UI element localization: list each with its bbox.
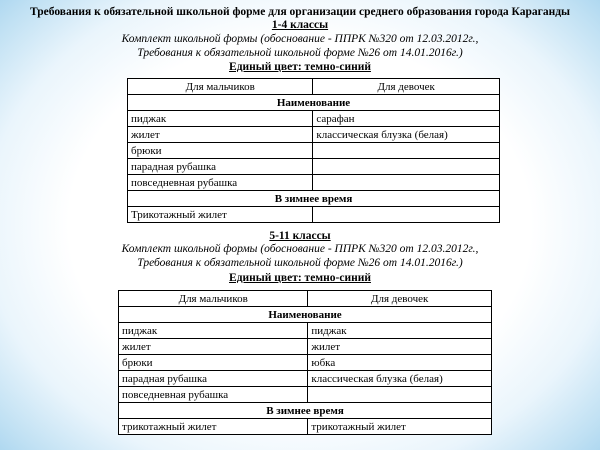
girls-item xyxy=(313,143,500,159)
girls-item xyxy=(313,207,500,223)
table-row xyxy=(119,355,492,371)
basis-note-line1: Комплект школьной формы (обоснование - ППРК №320 от 12.03.2012г., xyxy=(121,33,479,45)
name-header: Наименование xyxy=(119,307,492,323)
section-row-name xyxy=(128,95,500,111)
girls-item: трикотажный жилет xyxy=(308,419,492,435)
table-row xyxy=(128,175,500,191)
section-row-winter xyxy=(119,403,492,419)
boys-item: парадная рубашка xyxy=(119,371,308,387)
page-title: Требования к обязательной школьной форме для организации среднего образования города Караганды xyxy=(29,6,571,18)
table-row xyxy=(119,323,492,339)
boys-item: повседневная рубашка xyxy=(119,387,308,403)
table-row xyxy=(119,419,492,435)
table-row xyxy=(128,111,500,127)
boys-item: пиджак xyxy=(119,323,308,339)
boys-item: трикотажный жилет xyxy=(119,419,308,435)
uniform-color: Единый цвет: темно-синий xyxy=(229,61,371,73)
boys-item: жилет xyxy=(128,127,313,143)
boys-item: жилет xyxy=(119,339,308,355)
boys-item: брюки xyxy=(128,143,313,159)
grade-heading-5-11: 5-11 классы xyxy=(269,230,331,242)
column-header-boys: Для мальчиков xyxy=(128,79,313,95)
table-row xyxy=(128,143,500,159)
section-row-winter xyxy=(128,191,500,207)
grade-heading-1-4: 1-4 классы xyxy=(271,19,329,31)
girls-item: классическая блузка (белая) xyxy=(308,371,492,387)
uniform-table-1-4 xyxy=(127,78,500,223)
boys-item: пиджак xyxy=(128,111,313,127)
basis-note-line2: Требования к обязательной школьной форме №26 от 14.01.2016г.) xyxy=(137,47,463,59)
column-header-girls: Для девочек xyxy=(313,79,500,95)
winter-header: В зимнее время xyxy=(119,403,492,419)
winter-header: В зимнее время xyxy=(128,191,500,207)
girls-item xyxy=(313,159,500,175)
uniform-table-5-11 xyxy=(118,290,492,435)
table-row xyxy=(119,387,492,403)
table-row xyxy=(119,339,492,355)
basis-note-line2: Требования к обязательной школьной форме №26 от 14.01.2016г.) xyxy=(137,257,463,269)
table-header-row xyxy=(128,79,500,95)
table-row xyxy=(128,159,500,175)
uniform-color: Единый цвет: темно-синий xyxy=(229,272,371,284)
name-header: Наименование xyxy=(128,95,500,111)
girls-item: жилет xyxy=(308,339,492,355)
basis-note-line1: Комплект школьной формы (обоснование - ППРК №320 от 12.03.2012г., xyxy=(121,243,479,255)
table-row xyxy=(119,371,492,387)
girls-item: юбка xyxy=(308,355,492,371)
table-row xyxy=(128,127,500,143)
girls-item: пиджак xyxy=(308,323,492,339)
boys-item: парадная рубашка xyxy=(128,159,313,175)
girls-item: классическая блузка (белая) xyxy=(313,127,500,143)
table-header-row xyxy=(119,291,492,307)
boys-item: повседневная рубашка xyxy=(128,175,313,191)
column-header-girls: Для девочек xyxy=(308,291,492,307)
column-header-boys: Для мальчиков xyxy=(119,291,308,307)
girls-item xyxy=(308,387,492,403)
section-row-name xyxy=(119,307,492,323)
girls-item: сарафан xyxy=(313,111,500,127)
boys-item: брюки xyxy=(119,355,308,371)
boys-item: Трикотажный жилет xyxy=(128,207,313,223)
girls-item xyxy=(313,175,500,191)
table-row xyxy=(128,207,500,223)
